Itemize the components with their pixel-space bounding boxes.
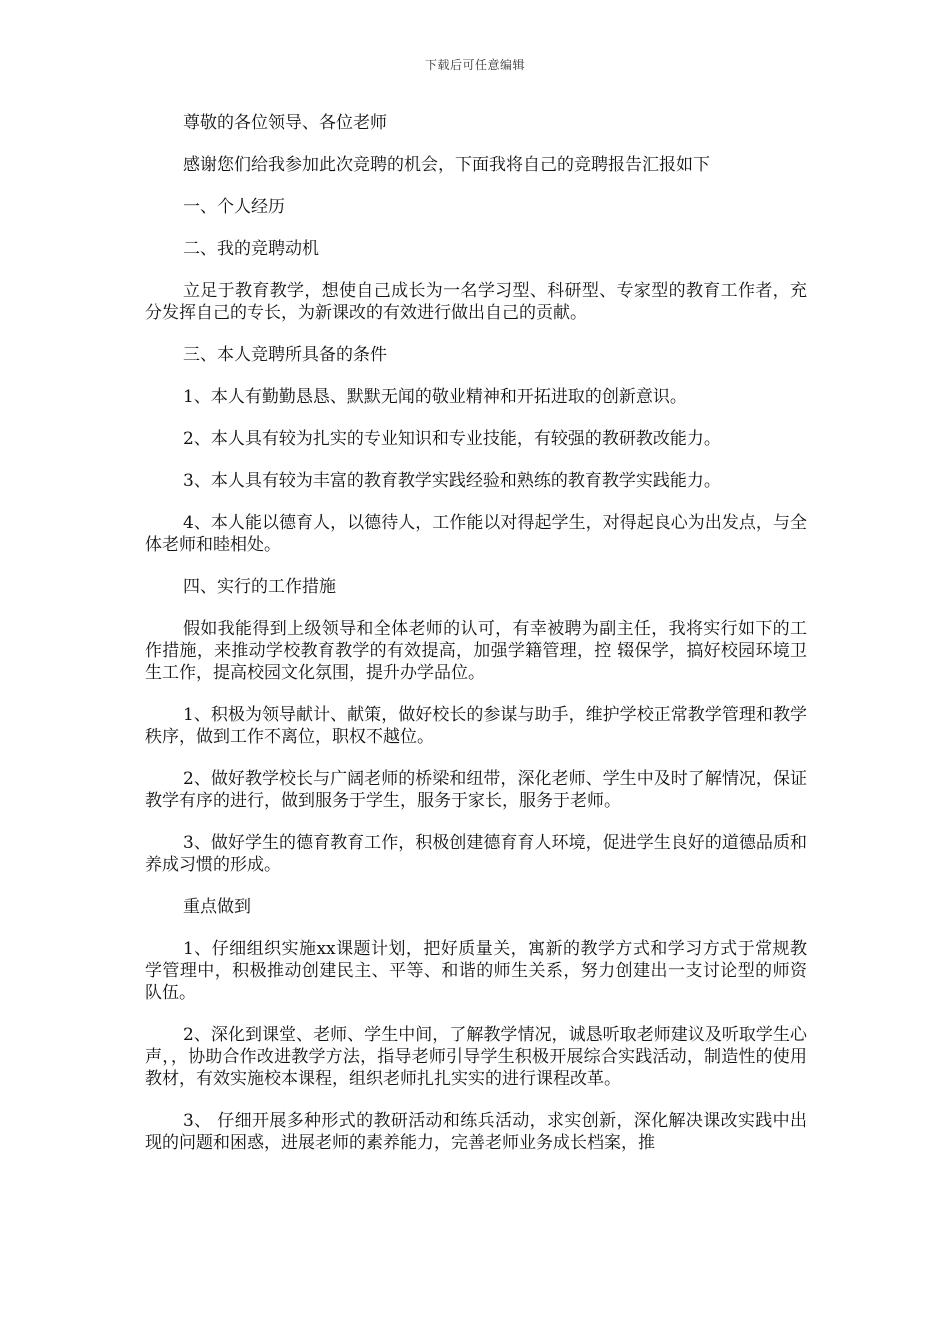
motivation-paragraph: 立足于教育教学，想使自己成长为一名学习型、科研型、专家型的教育工作者，充分发挥自己的专长，为新课改的有效进行做出自己的贡献。 <box>145 281 807 323</box>
focus-item-1: 1、仔细组织实施xx课题计划，把好质量关，寓新的教学方式和学习方式于常规教学管理中，积极推动创建民主、平等、和谐的师生关系，努力创建出一支讨论型的师资队伍。 <box>145 939 807 1003</box>
measures-intro-paragraph: 假如我能得到上级领导和全体老师的认可，有幸被聘为副主任，我将实行如下的工作措施，来推动学校教育教学的有效提高，加强学籍管理，控 辍保学，搞好校园环境卫生工作，提高校园文化氛围，提升办学品位。 <box>145 619 807 683</box>
focus-heading: 重点做到 <box>183 897 251 917</box>
condition-item-1: 1、本人有勤勤恳恳、默默无闻的敬业精神和开拓进取的创新意识。 <box>183 387 687 407</box>
condition-item-3: 3、本人具有较为丰富的教育教学实践经验和熟练的教育教学实践能力。 <box>183 471 721 491</box>
measure-item-2: 2、做好教学校长与广阔老师的桥梁和纽带，深化老师、学生中及时了解情况，保证教学有序的进行，做到服务于学生，服务于家长，服务于老师。 <box>145 769 807 811</box>
section-heading-1: 一、个人经历 <box>183 197 285 217</box>
section-heading-3: 三、本人竞聘所具备的条件 <box>183 345 387 365</box>
section-heading-2: 二、我的竞聘动机 <box>183 239 319 259</box>
focus-item-2: 2、深化到课堂、老师、学生中间，了解教学情况，诚恳听取老师建议及听取学生心声，，协助合作改进教学方法，指导老师引导学生积极开展综合实践活动，制造性的使用教材，有效实施校本课程，组织老师扎扎实实的进行课程改革。 <box>145 1025 807 1089</box>
focus-item-3: 3、 仔细开展多种形式的教研活动和练兵活动，求实创新，深化解决课改实践中出现的问题和困惑，进展老师的素养能力，完善老师业务成长档案，推 <box>145 1111 807 1153</box>
intro-paragraph: 感谢您们给我参加此次竞聘的机会，下面我将自己的竞聘报告汇报如下 <box>183 155 710 175</box>
header-note: 下载后可任意编辑 <box>424 58 525 72</box>
measure-item-3: 3、做好学生的德育教育工作，积极创建德育育人环境，促进学生良好的道德品质和养成习惯的形成。 <box>145 833 807 875</box>
measure-item-1: 1、积极为领导献计、献策，做好校长的参谋与助手，维护学校正常教学管理和教学秩序，做到工作不离位，职权不越位。 <box>145 705 807 747</box>
condition-item-4: 4、本人能以德育人，以德待人，工作能以对得起学生，对得起良心为出发点，与全体老师和睦相处。 <box>145 513 807 555</box>
document-body <box>145 112 807 1174</box>
section-heading-4: 四、实行的工作措施 <box>183 577 336 597</box>
salutation: 尊敬的各位领导、各位老师 <box>183 113 387 133</box>
condition-item-2: 2、本人具有较为扎实的专业知识和专业技能，有较强的教研教改能力。 <box>183 429 721 449</box>
